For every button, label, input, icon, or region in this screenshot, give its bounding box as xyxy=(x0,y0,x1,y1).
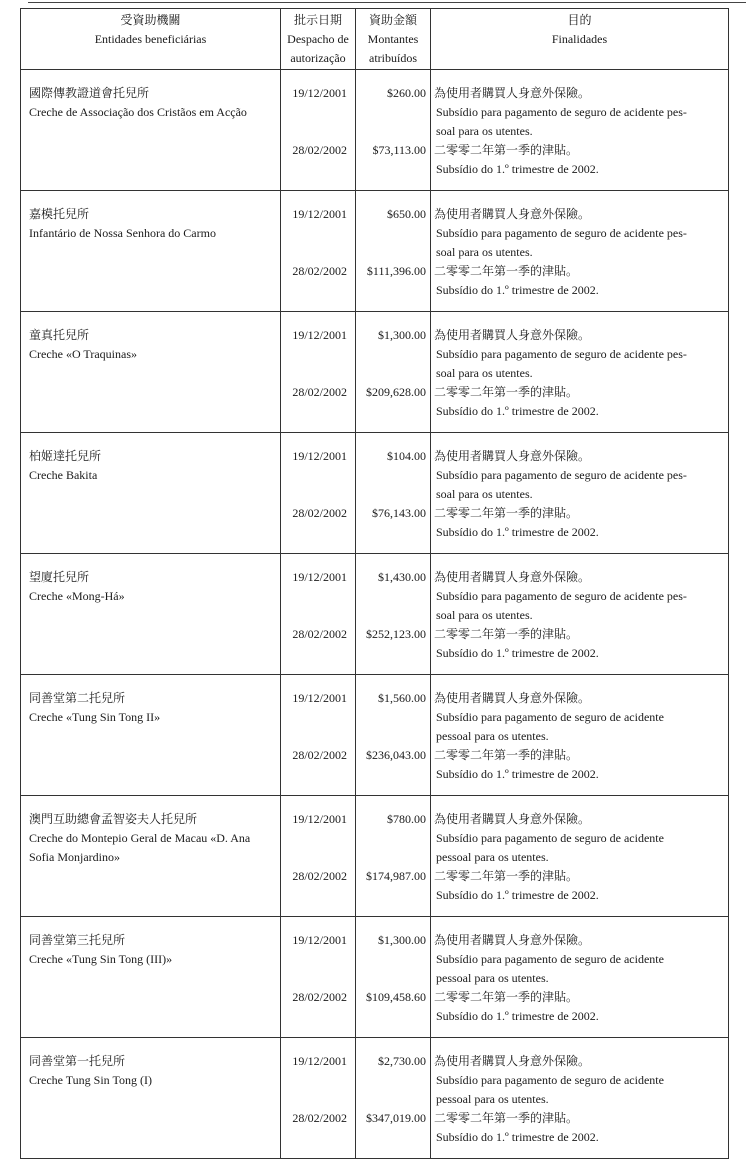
entity-name-zh: 童真托兒所 xyxy=(29,328,90,342)
authorization-date-1: 19/12/2001 xyxy=(292,207,347,221)
entity-cell xyxy=(21,70,281,191)
authorization-date-2: 28/02/2002 xyxy=(292,506,347,520)
entity-name-pt: Creche «O Traquinas» xyxy=(29,347,137,361)
header-date-pt1: Despacho de xyxy=(287,32,349,46)
purpose-cell xyxy=(431,191,729,312)
purpose-1-zh: 為使用者購買人身意外保險。 xyxy=(434,570,591,584)
amount-cell xyxy=(356,70,431,191)
purpose-2-zh: 二零零二年第一季的津貼。 xyxy=(434,990,579,1004)
purpose-2-pt: Subsídio do 1.º trimestre de 2002. xyxy=(436,1130,599,1144)
date-cell xyxy=(281,70,356,191)
entity-name-pt: Infantário de Nossa Senhora do Carmo xyxy=(29,226,216,240)
table-row xyxy=(21,191,729,312)
authorization-date-2: 28/02/2002 xyxy=(292,385,347,399)
purpose-2-pt: Subsídio do 1.º trimestre de 2002. xyxy=(436,283,599,297)
header-purpose-pt: Finalidades xyxy=(551,32,608,46)
purpose-1-zh: 為使用者購買人身意外保險。 xyxy=(434,86,591,100)
authorization-date-1: 19/12/2001 xyxy=(292,691,347,705)
amount-2: $73,113.00 xyxy=(372,143,426,157)
table-row xyxy=(21,433,729,554)
amount-2: $347,019.00 xyxy=(366,1111,426,1125)
entity-name-zh: 望廈托兒所 xyxy=(29,570,90,584)
header-amount-pt2: atribuídos xyxy=(369,51,417,65)
entity-name-zh: 柏姬達托兒所 xyxy=(29,449,102,463)
amount-1: $780.00 xyxy=(387,812,426,826)
table-row xyxy=(21,796,729,917)
page-top-rule xyxy=(28,2,746,3)
purpose-1-pt: Subsídio para pagamento de seguro de acidente xyxy=(436,831,664,845)
purpose-1-pt-cont: soal para os utentes. xyxy=(436,366,533,380)
purpose-1-zh: 為使用者購買人身意外保險。 xyxy=(434,691,591,705)
entity-name-zh: 同善堂第一托兒所 xyxy=(29,1054,126,1068)
amount-2: $111,396.00 xyxy=(366,264,426,278)
date-cell xyxy=(281,554,356,675)
entity-name-pt: Creche «Mong-Há» xyxy=(29,589,125,603)
date-cell xyxy=(281,433,356,554)
amount-2: $209,628.00 xyxy=(366,385,426,399)
header-date-zh: 批示日期 xyxy=(293,13,342,27)
purpose-cell xyxy=(431,312,729,433)
purpose-2-zh: 二零零二年第一季的津貼。 xyxy=(434,748,579,762)
purpose-1-pt: Subsídio para pagamento de seguro de acidente pes- xyxy=(436,468,687,482)
purpose-1-pt-cont: pessoal para os utentes. xyxy=(436,1092,549,1106)
entity-cell xyxy=(21,1038,281,1159)
purpose-1-zh: 為使用者購買人身意外保險。 xyxy=(434,812,591,826)
entity-cell xyxy=(21,675,281,796)
amount-1: $1,560.00 xyxy=(378,691,426,705)
entity-cell xyxy=(21,917,281,1038)
purpose-1-pt-cont: pessoal para os utentes. xyxy=(436,971,549,985)
authorization-date-2: 28/02/2002 xyxy=(292,143,347,157)
entity-name-zh: 同善堂第二托兒所 xyxy=(29,691,126,705)
table-row xyxy=(21,675,729,796)
authorization-date-1: 19/12/2001 xyxy=(292,812,347,826)
authorization-date-1: 19/12/2001 xyxy=(292,570,347,584)
header-purpose xyxy=(431,9,729,70)
authorization-date-1: 19/12/2001 xyxy=(292,1054,347,1068)
entity-name-pt: Creche do Montepio Geral de Macau «D. Ana xyxy=(29,831,251,845)
amount-2: $174,987.00 xyxy=(366,869,426,883)
date-cell xyxy=(281,1038,356,1159)
purpose-2-pt: Subsídio do 1.º trimestre de 2002. xyxy=(436,767,599,781)
amount-2: $236,043.00 xyxy=(366,748,426,762)
purpose-cell xyxy=(431,675,729,796)
purpose-1-zh: 為使用者購買人身意外保險。 xyxy=(434,207,591,221)
amount-2: $109,458.60 xyxy=(366,990,426,1004)
purpose-1-pt: Subsídio para pagamento de seguro de acidente pes- xyxy=(436,589,687,603)
authorization-date-2: 28/02/2002 xyxy=(292,627,347,641)
entity-name-pt: Creche Tung Sin Tong (I) xyxy=(29,1073,152,1087)
authorization-date-1: 19/12/2001 xyxy=(292,933,347,947)
entity-name-pt: Creche de Associação dos Cristãos em Acção xyxy=(29,105,247,119)
header-entity xyxy=(21,9,281,70)
purpose-1-pt-cont: pessoal para os utentes. xyxy=(436,729,549,743)
purpose-2-pt: Subsídio do 1.º trimestre de 2002. xyxy=(436,1009,599,1023)
table-row xyxy=(21,554,729,675)
purpose-cell xyxy=(431,917,729,1038)
purpose-cell xyxy=(431,1038,729,1159)
table-row xyxy=(21,312,729,433)
authorization-date-2: 28/02/2002 xyxy=(292,748,347,762)
purpose-cell xyxy=(431,70,729,191)
entity-name-zh: 國際傳教證道會托兒所 xyxy=(29,86,150,100)
table-header-row xyxy=(21,9,729,70)
purpose-1-pt: Subsídio para pagamento de seguro de acidente pes- xyxy=(436,347,687,361)
authorization-date-2: 28/02/2002 xyxy=(292,869,347,883)
entity-name-zh: 澳門互助總會孟智姿夫人托兒所 xyxy=(29,812,198,826)
amount-cell xyxy=(356,675,431,796)
header-entity-pt: Entidades beneficiárias xyxy=(94,32,207,46)
purpose-2-pt: Subsídio do 1.º trimestre de 2002. xyxy=(436,888,599,902)
authorization-date-1: 19/12/2001 xyxy=(292,86,347,100)
purpose-2-pt: Subsídio do 1.º trimestre de 2002. xyxy=(436,525,599,539)
amount-cell xyxy=(356,191,431,312)
entity-cell xyxy=(21,433,281,554)
header-amount xyxy=(356,9,431,70)
amount-1: $1,300.00 xyxy=(378,328,426,342)
entity-cell xyxy=(21,191,281,312)
amount-cell xyxy=(356,554,431,675)
amount-1: $260.00 xyxy=(387,86,426,100)
amount-cell xyxy=(356,796,431,917)
purpose-2-pt: Subsídio do 1.º trimestre de 2002. xyxy=(436,404,599,418)
purpose-2-zh: 二零零二年第一季的津貼。 xyxy=(434,264,579,278)
purpose-2-zh: 二零零二年第一季的津貼。 xyxy=(434,143,579,157)
authorization-date-2: 28/02/2002 xyxy=(292,990,347,1004)
amount-cell xyxy=(356,917,431,1038)
amount-1: $650.00 xyxy=(387,207,426,221)
purpose-2-zh: 二零零二年第一季的津貼。 xyxy=(434,627,579,641)
purpose-2-zh: 二零零二年第一季的津貼。 xyxy=(434,506,579,520)
amount-1: $2,730.00 xyxy=(378,1054,426,1068)
purpose-1-pt: Subsídio para pagamento de seguro de acidente pes- xyxy=(436,226,687,240)
purpose-1-pt-cont: soal para os utentes. xyxy=(436,245,533,259)
entity-name-zh: 同善堂第三托兒所 xyxy=(29,933,126,947)
entity-cell xyxy=(21,312,281,433)
amount-2: $76,143.00 xyxy=(372,506,426,520)
purpose-cell xyxy=(431,796,729,917)
authorization-date-1: 19/12/2001 xyxy=(292,328,347,342)
purpose-1-pt-cont: pessoal para os utentes. xyxy=(436,850,549,864)
purpose-1-pt-cont: soal para os utentes. xyxy=(436,608,533,622)
amount-cell xyxy=(356,1038,431,1159)
authorization-date-2: 28/02/2002 xyxy=(292,1111,347,1125)
purpose-1-pt: Subsídio para pagamento de seguro de acidente pes- xyxy=(436,105,687,119)
purpose-1-zh: 為使用者購買人身意外保險。 xyxy=(434,449,591,463)
table-row xyxy=(21,70,729,191)
purpose-1-zh: 為使用者購買人身意外保險。 xyxy=(434,328,591,342)
purpose-1-pt: Subsídio para pagamento de seguro de acidente xyxy=(436,1073,664,1087)
amount-2: $252,123.00 xyxy=(366,627,426,641)
header-date-pt2: autorização xyxy=(290,51,346,65)
entity-name-pt: Creche Bakita xyxy=(29,468,98,482)
header-entity-zh: 受資助機關 xyxy=(120,13,181,27)
authorization-date-1: 19/12/2001 xyxy=(292,449,347,463)
table-row xyxy=(21,917,729,1038)
entity-name-pt: Creche «Tung Sin Tong II» xyxy=(29,710,161,724)
entity-name-pt-cont: Sofia Monjardino» xyxy=(29,850,120,864)
purpose-2-zh: 二零零二年第一季的津貼。 xyxy=(434,385,579,399)
header-amount-zh: 資助金額 xyxy=(368,13,417,27)
purpose-1-pt: Subsídio para pagamento de seguro de acidente xyxy=(436,710,664,724)
header-amount-pt1: Montantes xyxy=(367,32,419,46)
header-purpose-zh: 目的 xyxy=(567,13,592,27)
date-cell xyxy=(281,312,356,433)
date-cell xyxy=(281,796,356,917)
amount-cell xyxy=(356,433,431,554)
purpose-2-pt: Subsídio do 1.º trimestre de 2002. xyxy=(436,646,599,660)
purpose-1-pt: Subsídio para pagamento de seguro de acidente xyxy=(436,952,664,966)
date-cell xyxy=(281,191,356,312)
purpose-2-zh: 二零零二年第一季的津貼。 xyxy=(434,869,579,883)
purpose-cell xyxy=(431,433,729,554)
date-cell xyxy=(281,675,356,796)
amount-1: $104.00 xyxy=(387,449,426,463)
purpose-2-zh: 二零零二年第一季的津貼。 xyxy=(434,1111,579,1125)
date-cell xyxy=(281,917,356,1038)
entity-cell xyxy=(21,796,281,917)
entity-cell xyxy=(21,554,281,675)
purpose-1-pt-cont: soal para os utentes. xyxy=(436,487,533,501)
amount-1: $1,300.00 xyxy=(378,933,426,947)
purpose-cell xyxy=(431,554,729,675)
header-date xyxy=(281,9,356,70)
authorization-date-2: 28/02/2002 xyxy=(292,264,347,278)
purpose-1-pt-cont: soal para os utentes. xyxy=(436,124,533,138)
table-row xyxy=(21,1038,729,1159)
subsidy-table xyxy=(20,8,729,1159)
amount-1: $1,430.00 xyxy=(378,570,426,584)
entity-name-pt: Creche «Tung Sin Tong (III)» xyxy=(29,952,173,966)
purpose-2-pt: Subsídio do 1.º trimestre de 2002. xyxy=(436,162,599,176)
amount-cell xyxy=(356,312,431,433)
entity-name-zh: 嘉模托兒所 xyxy=(29,207,90,221)
purpose-1-zh: 為使用者購買人身意外保險。 xyxy=(434,1054,591,1068)
purpose-1-zh: 為使用者購買人身意外保險。 xyxy=(434,933,591,947)
table-body xyxy=(21,70,729,1159)
